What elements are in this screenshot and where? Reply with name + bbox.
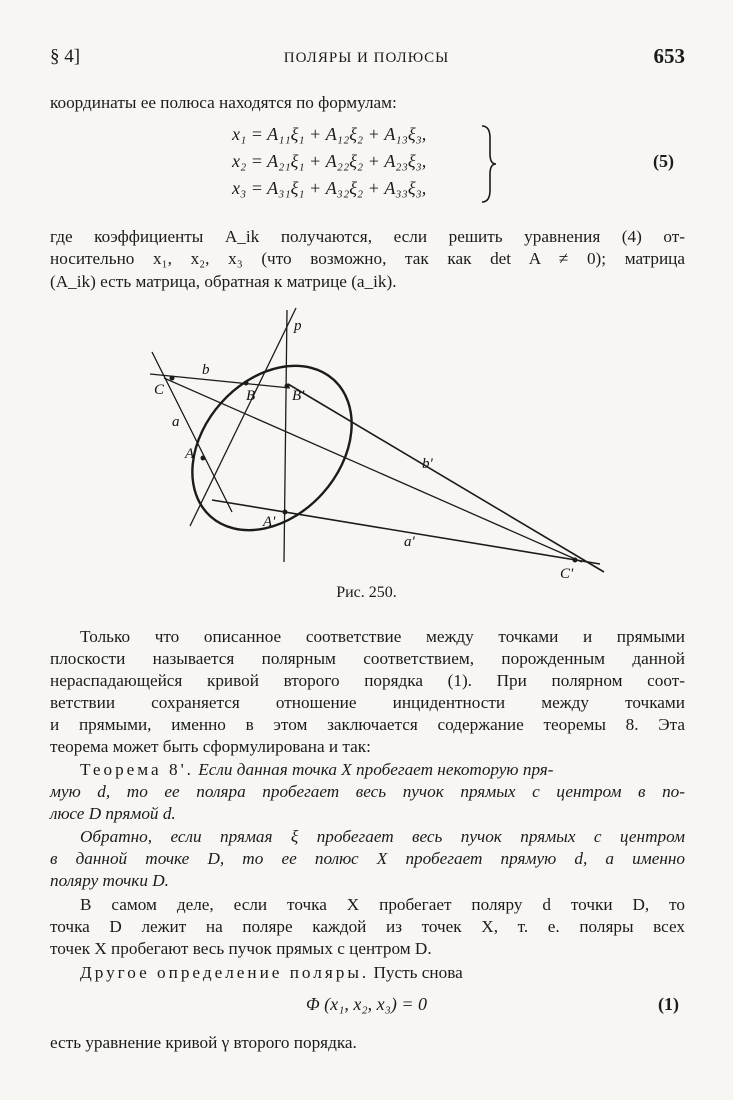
equation-5-row-2: x₂ = A₂₁ξ₁ + A₂₂ξ₂ + A₂₃ξ₃, — [232, 151, 427, 171]
point-C — [170, 376, 175, 381]
equation-1: Φ (x₁, x₂, x₃) = 0 — [305, 994, 428, 1014]
label-a-prime: a' — [404, 534, 415, 550]
label-C: C — [154, 382, 165, 398]
equation-1-number: (1) — [658, 994, 679, 1014]
label-C-prime: C' — [560, 566, 574, 582]
label-p: p — [294, 318, 302, 334]
point-A — [201, 456, 206, 461]
para1-line-1: где коэффициенты A_ik получаются, если решить уравнения (4) от- — [50, 227, 685, 246]
theorem-line-3: люсе D прямой d. — [50, 804, 176, 823]
label-b-prime: b' — [422, 456, 433, 472]
polar-p-line — [284, 310, 287, 562]
label-a: a — [172, 414, 180, 430]
right-brace-icon — [478, 124, 498, 204]
point-A-prime — [283, 510, 288, 515]
final-line: есть уравнение кривой γ второго порядка. — [50, 1033, 357, 1052]
equation-5-number: (5) — [653, 151, 674, 171]
equation-5-row-3: x₃ = A₃₁ξ₁ + A₃₂ξ₂ + A₃₃ξ₃, — [232, 178, 427, 198]
para2-line-6: теорема может быть сформулирована и так: — [50, 737, 371, 756]
point-C-prime — [573, 558, 578, 563]
figure-250 — [0, 300, 733, 590]
para2-line-1: Только что описанное соответствие между точками и прямыми — [80, 627, 685, 646]
converse-line-3: поляру точки D. — [50, 871, 169, 890]
running-title: ПОЛЯРЫ И ПОЛЮСЫ — [283, 50, 450, 66]
page-number: 653 — [653, 44, 685, 68]
line-AB — [190, 308, 296, 526]
theorem-line-2: мую d, то ее поляра пробегает весь пучок прямых с центром в по- — [50, 782, 685, 801]
other-definition — [80, 962, 463, 983]
label-b: b — [202, 362, 210, 378]
point-B — [244, 381, 249, 386]
intro-text: координаты ее полюса находятся по формулам: — [50, 93, 397, 112]
other-definition-head: Другое определение поляры. — [80, 963, 370, 982]
para2-line-2: плоскости называется полярным соответствием, порожденным данной — [50, 649, 685, 668]
label-B: B — [246, 388, 256, 404]
para1-line-3: (A_ik) есть матрица, обратная к матрице (a_ik). — [50, 272, 397, 291]
converse-line-1: Обратно, если прямая ξ пробегает весь пучок прямых с центром — [80, 827, 685, 846]
para2-line-3: нераспадающейся кривой второго порядка (1). При полярном соот- — [50, 671, 685, 690]
theorem-heading — [80, 759, 554, 780]
line-CC — [164, 378, 582, 562]
para2-line-4: ветствии сохраняется отношение инцидентности между точками — [50, 693, 685, 712]
equation-5-row-1: x₁ = A₁₁ξ₁ + A₁₂ξ₂ + A₁₃ξ₃, — [232, 124, 427, 144]
theorem-head: Теорема 8'. — [80, 760, 194, 779]
theorem-line-1: Если данная точка X пробегает некоторую пря- — [198, 760, 554, 779]
proof-line-2: точка D лежит на поляре каждой из точек X, т. е. поляры всех — [50, 917, 685, 936]
proof-line-3: точек X пробегают весь пучок прямых с центром D. — [50, 939, 432, 958]
proof-line-1: В самом деле, если точка X пробегает поляру d точки D, то — [80, 895, 685, 914]
para1-line-2: носительно x₁, x₂, x₃ (что возможно, так как det A ≠ 0); матрица — [50, 249, 685, 268]
label-A-prime: A' — [263, 514, 276, 530]
para2-line-5: и прямыми, именно в этом заключается содержание теоремы 8. Эта — [50, 715, 685, 734]
label-A: A — [185, 446, 195, 462]
point-B-prime — [285, 384, 290, 389]
line-a-prime — [212, 500, 600, 564]
figure-caption: Рис. 250. — [336, 584, 397, 601]
section-number: § 4] — [50, 46, 81, 67]
converse-line-2: в данной точке D, то ее полюс X пробегает прямую d, а именно — [50, 849, 685, 868]
other-definition-tail: Пусть снова — [373, 963, 463, 982]
label-B-prime: B' — [292, 388, 305, 404]
